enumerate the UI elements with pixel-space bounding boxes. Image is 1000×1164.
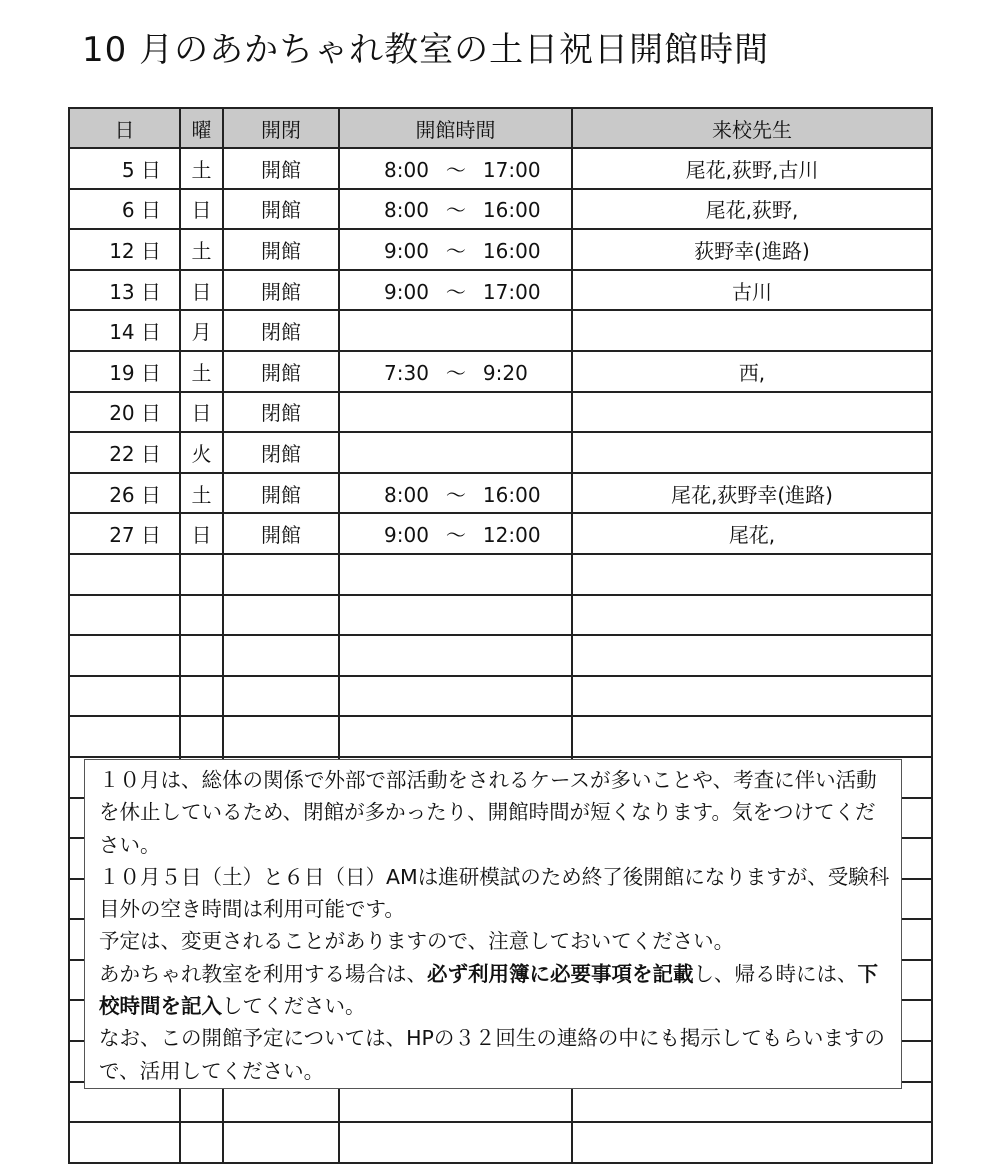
cell-teachers: 荻野幸(進路) <box>572 229 932 270</box>
cell-teachers: 西, <box>572 351 932 392</box>
header-day: 日 <box>69 108 180 148</box>
cell-status <box>223 554 339 595</box>
cell-teachers <box>572 310 932 351</box>
notice-emphasis: 下校時間を記入 <box>99 961 878 1019</box>
cell-day: 5 日 <box>69 148 180 189</box>
cell-teachers <box>572 554 932 595</box>
table-row <box>69 513 932 554</box>
cell-day: 19 日 <box>69 351 180 392</box>
cell-day <box>69 716 180 757</box>
cell-teachers: 尾花,荻野幸(進路) <box>572 473 932 514</box>
cell-status <box>223 635 339 676</box>
cell-status: 開館 <box>223 189 339 230</box>
cell-teachers: 尾花,荻野, <box>572 189 932 230</box>
page-title: 10 月のあかちゃれ教室の土日祝日開館時間 <box>82 30 770 70</box>
close-time: 16:00 <box>482 482 541 507</box>
notice-paragraph: １０月は、総体の関係で外部で部活動をされるケースが多いことや、考査に伴い活動を休止しているため、閉館が多かったり、開館時間が短くなります。気をつけてください。 <box>99 768 877 857</box>
table-row <box>69 676 932 717</box>
cell-status: 開館 <box>223 473 339 514</box>
cell-teachers: 尾花, <box>572 513 932 554</box>
table-header-row <box>69 108 932 148</box>
cell-day <box>69 1122 180 1163</box>
cell-weekday: 日 <box>180 513 223 554</box>
open-time: 9:00 <box>384 523 429 548</box>
cell-status: 開館 <box>223 148 339 189</box>
cell-day: 26 日 <box>69 473 180 514</box>
cell-weekday <box>180 635 223 676</box>
cell-day <box>69 595 180 636</box>
close-time: 17:00 <box>482 279 541 304</box>
table-row <box>69 635 932 676</box>
cell-weekday: 日 <box>180 189 223 230</box>
header-teachers: 来校先生 <box>572 108 932 148</box>
cell-day: 12 日 <box>69 229 180 270</box>
table-row <box>69 432 932 473</box>
cell-weekday: 土 <box>180 351 223 392</box>
cell-status: 閉館 <box>223 310 339 351</box>
cell-weekday: 土 <box>180 473 223 514</box>
cell-status: 閉館 <box>223 432 339 473</box>
close-time: 12:00 <box>482 523 541 548</box>
cell-weekday <box>180 595 223 636</box>
notice-paragraph <box>99 958 891 1023</box>
cell-day: 27 日 <box>69 513 180 554</box>
time-separator: ～ <box>445 523 466 548</box>
notice-paragraph: １０月５日（土）と６日（日）AMは進研模試のため終了後開館になりますが、受験科目外の空き時間は利用可能です。 <box>99 864 890 922</box>
cell-teachers <box>572 716 932 757</box>
cell-status <box>223 716 339 757</box>
cell-weekday: 日 <box>180 270 223 311</box>
notice-text: してください。 <box>222 994 366 1019</box>
close-time: 16:00 <box>482 198 541 223</box>
notice-paragraph: 予定は、変更されることがありますので、注意しておいてください。 <box>99 929 735 954</box>
cell-weekday <box>180 716 223 757</box>
table-row <box>69 554 932 595</box>
cell-status: 開館 <box>223 270 339 311</box>
time-separator: ～ <box>445 279 466 304</box>
open-time: 8:00 <box>384 482 429 507</box>
cell-day: 13 日 <box>69 270 180 311</box>
cell-teachers <box>572 1122 932 1163</box>
notice-paragraph: なお、この開館予定については、HPの３２回生の連絡の中にも掲示してもらいますので、活用してください。 <box>99 1026 885 1083</box>
cell-hours <box>339 676 572 717</box>
open-time: 8:00 <box>384 157 429 182</box>
cell-teachers <box>572 595 932 636</box>
close-time: 17:00 <box>482 157 541 182</box>
notice-box <box>84 759 902 1089</box>
cell-day <box>69 635 180 676</box>
cell-weekday: 土 <box>180 148 223 189</box>
close-time: 16:00 <box>482 238 541 263</box>
table-row <box>69 351 932 392</box>
notice-emphasis: 必ず利用簿に必要事項を記載 <box>427 961 694 986</box>
cell-status <box>223 595 339 636</box>
header-hours: 開館時間 <box>339 108 572 148</box>
cell-day <box>69 554 180 595</box>
cell-weekday: 土 <box>180 229 223 270</box>
table-row <box>69 229 932 270</box>
cell-weekday: 日 <box>180 392 223 433</box>
open-time: 8:00 <box>384 198 429 223</box>
cell-teachers <box>572 635 932 676</box>
time-separator: ～ <box>445 482 466 507</box>
cell-weekday <box>180 676 223 717</box>
open-time: 9:00 <box>384 238 429 263</box>
cell-status: 開館 <box>223 513 339 554</box>
table-row <box>69 716 932 757</box>
cell-hours <box>339 1122 572 1163</box>
notice-text: し、帰る時には、 <box>693 961 858 986</box>
cell-hours <box>339 229 572 270</box>
cell-weekday: 月 <box>180 310 223 351</box>
cell-hours <box>339 189 572 230</box>
cell-teachers <box>572 676 932 717</box>
table-row <box>69 1122 932 1163</box>
table-row <box>69 270 932 311</box>
cell-status: 開館 <box>223 351 339 392</box>
time-separator: ～ <box>445 360 466 385</box>
cell-hours <box>339 473 572 514</box>
close-time: 9:20 <box>482 360 528 385</box>
notice-text: あかちゃれ教室を利用する場合は、 <box>99 961 427 986</box>
cell-hours <box>339 635 572 676</box>
cell-status: 開館 <box>223 229 339 270</box>
cell-status <box>223 676 339 717</box>
cell-weekday <box>180 554 223 595</box>
table-row <box>69 310 932 351</box>
header-status: 開閉 <box>223 108 339 148</box>
cell-hours <box>339 513 572 554</box>
cell-hours <box>339 351 572 392</box>
table-row <box>69 392 932 433</box>
cell-teachers: 尾花,荻野,古川 <box>572 148 932 189</box>
table-row <box>69 595 932 636</box>
cell-day <box>69 676 180 717</box>
cell-status: 閉館 <box>223 392 339 433</box>
cell-hours <box>339 148 572 189</box>
cell-teachers <box>572 432 932 473</box>
open-time: 7:30 <box>384 360 429 385</box>
table-row <box>69 473 932 514</box>
cell-day: 22 日 <box>69 432 180 473</box>
table-row <box>69 189 932 230</box>
header-weekday: 曜 <box>180 108 223 148</box>
cell-weekday <box>180 1122 223 1163</box>
cell-hours <box>339 595 572 636</box>
cell-hours <box>339 432 572 473</box>
cell-day: 14 日 <box>69 310 180 351</box>
cell-hours <box>339 270 572 311</box>
open-time: 9:00 <box>384 279 429 304</box>
cell-weekday: 火 <box>180 432 223 473</box>
cell-hours <box>339 392 572 433</box>
cell-teachers: 古川 <box>572 270 932 311</box>
time-separator: ～ <box>445 238 466 263</box>
time-separator: ～ <box>445 198 466 223</box>
cell-hours <box>339 554 572 595</box>
time-separator: ～ <box>445 157 466 182</box>
cell-teachers <box>572 392 932 433</box>
cell-status <box>223 1122 339 1163</box>
cell-hours <box>339 310 572 351</box>
table-row <box>69 148 932 189</box>
cell-day: 6 日 <box>69 189 180 230</box>
cell-day: 20 日 <box>69 392 180 433</box>
cell-hours <box>339 716 572 757</box>
